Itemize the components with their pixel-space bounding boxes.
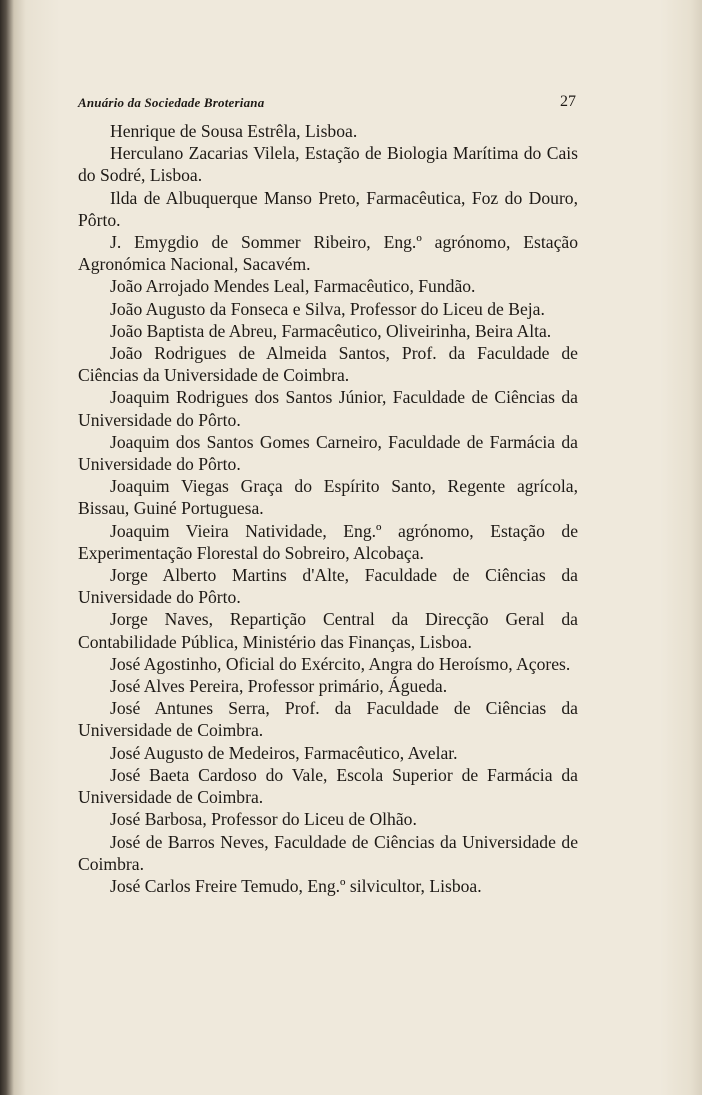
list-item: José Agostinho, Oficial do Exército, Angra do Heroísmo, Açores. (110, 653, 571, 674)
list-item: João Arrojado Mendes Leal, Farmacêutico, Fundão. (110, 276, 476, 297)
list-item: Joaquim Vieira Natividade, Eng.º agrónomo, Estação de Experimentação Florestal do Sobreiro, Alcobaça. (78, 520, 578, 563)
list-item: José Carlos Freire Temudo, Eng.º silvicultor, Lisboa. (110, 875, 482, 896)
list-item: Herculano Zacarias Vilela, Estação de Biologia Marítima do Cais do Sodré, Lisboa. (78, 143, 578, 186)
list-item: João Rodrigues de Almeida Santos, Prof. da Faculdade de Ciências da Universidade de Coimbra. (78, 343, 578, 386)
list-item: José de Barros Neves, Faculdade de Ciências da Universidade de Coimbra. (78, 831, 578, 874)
list-item: José Augusto de Medeiros, Farmacêutico, Avelar. (110, 742, 458, 763)
list-item: Jorge Alberto Martins d'Alte, Faculdade de Ciências da Universidade do Pôrto. (78, 565, 578, 608)
list-item: Joaquim dos Santos Gomes Carneiro, Faculdade de Farmácia da Universidade do Pôrto. (78, 431, 578, 475)
list-item: João Augusto da Fonseca e Silva, Professor do Liceu de Beja. (110, 298, 545, 319)
page-header (78, 93, 576, 113)
list-item: José Barbosa, Professor do Liceu de Olhão. (110, 809, 417, 830)
list-item: Jorge Naves, Repartição Central da Direcção Geral da Contabilidade Pública, Ministério das Finanças, Lisboa. (78, 609, 578, 652)
list-item: Henrique de Sousa Estrêla, Lisboa. (110, 121, 358, 141)
list-item: J. Emygdio de Sommer Ribeiro, Eng.º agrónomo, Estação Agronómica Nacional, Sacavém. (78, 232, 578, 275)
running-title: Anuário da Sociedade Broteriana (78, 95, 265, 110)
list-item: Ilda de Albuquerque Manso Preto, Farmacêutica, Foz do Douro, Pôrto. (78, 187, 578, 230)
page-number: 27 (560, 93, 576, 110)
list-item: João Baptista de Abreu, Farmacêutico, Oliveirinha, Beira Alta. (110, 320, 552, 341)
list-item: José Alves Pereira, Professor primário, Águeda. (110, 676, 448, 697)
member-list (78, 120, 578, 897)
list-item: Joaquim Rodrigues dos Santos Júnior, Faculdade de Ciências da Universidade do Pôrto. (78, 387, 578, 430)
list-item: Joaquim Viegas Graça do Espírito Santo, Regente agrícola, Bissau, Guiné Portuguesa. (78, 476, 578, 519)
list-item: José Antunes Serra, Prof. da Faculdade de Ciências da Universidade de Coimbra. (78, 698, 578, 741)
list-item: José Baeta Cardoso do Vale, Escola Superior de Farmácia da Universidade de Coimbra. (78, 764, 578, 808)
